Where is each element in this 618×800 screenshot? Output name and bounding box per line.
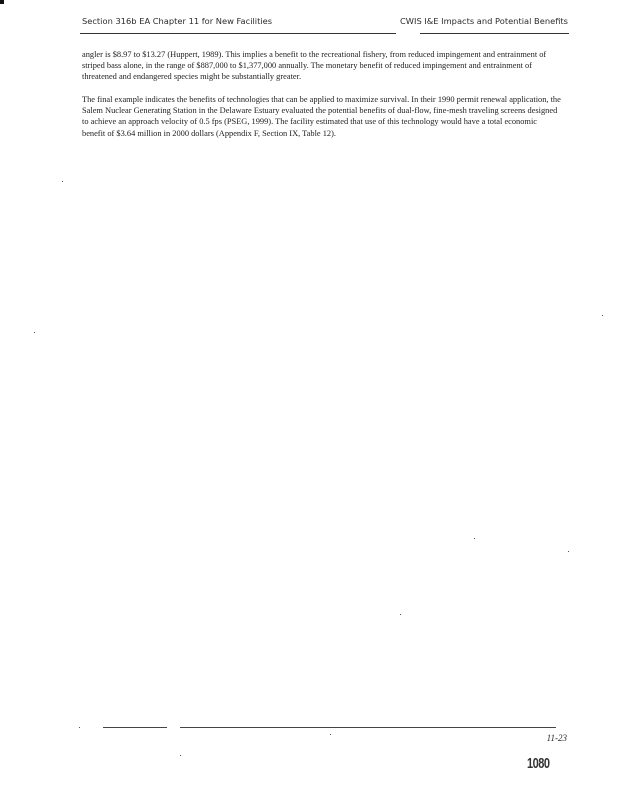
scan-speck: [79, 727, 80, 728]
scan-speck: [568, 551, 569, 552]
bates-stamp: 1080: [527, 756, 550, 772]
page-number: 11-23: [546, 733, 567, 743]
footer-rule-short: [103, 727, 167, 728]
running-header-right: CWIS I&E Impacts and Potential Benefits: [400, 16, 568, 26]
scan-speck: [180, 755, 181, 756]
running-header-left: Section 316b EA Chapter 11 for New Facilities: [82, 16, 273, 26]
header-rule-right: [420, 33, 569, 34]
body-paragraph: angler is $8.97 to $13.27 (Huppert, 1989). This implies a benefit to the recreational fishery, from reduced impingement and entrainment of striped bass alone, in the range of $887,000 to $1,377,000 annually. The monetary benefit of reduced impingement and entrainment of threatened and endangered species might be substantially greater.: [82, 50, 547, 82]
scan-corner-mark: [0, 0, 4, 4]
scan-speck: [400, 614, 401, 615]
scan-speck: [602, 315, 603, 316]
scan-speck: [34, 332, 35, 333]
scan-speck: [62, 181, 63, 182]
footer-rule-long: [180, 727, 556, 728]
scan-speck: [474, 538, 475, 539]
body-paragraph: The final example indicates the benefits of technologies that can be applied to maximize survival. In their 1990 permit renewal application, the Salem Nuclear Generating Station in the Delaware Estuary evaluated the potential benefits of dual-flow, fine-mesh traveling screens designed to achieve an approach velocity of 0.5 fps (PSEG, 1999). The facility estimated that use of this technology would have a total economic benefit of $3.64 million in 2000 dollars (Appendix F, Section IX, Table 12).: [82, 95, 561, 138]
scan-speck: [330, 734, 331, 735]
header-rule-left: [80, 33, 396, 34]
